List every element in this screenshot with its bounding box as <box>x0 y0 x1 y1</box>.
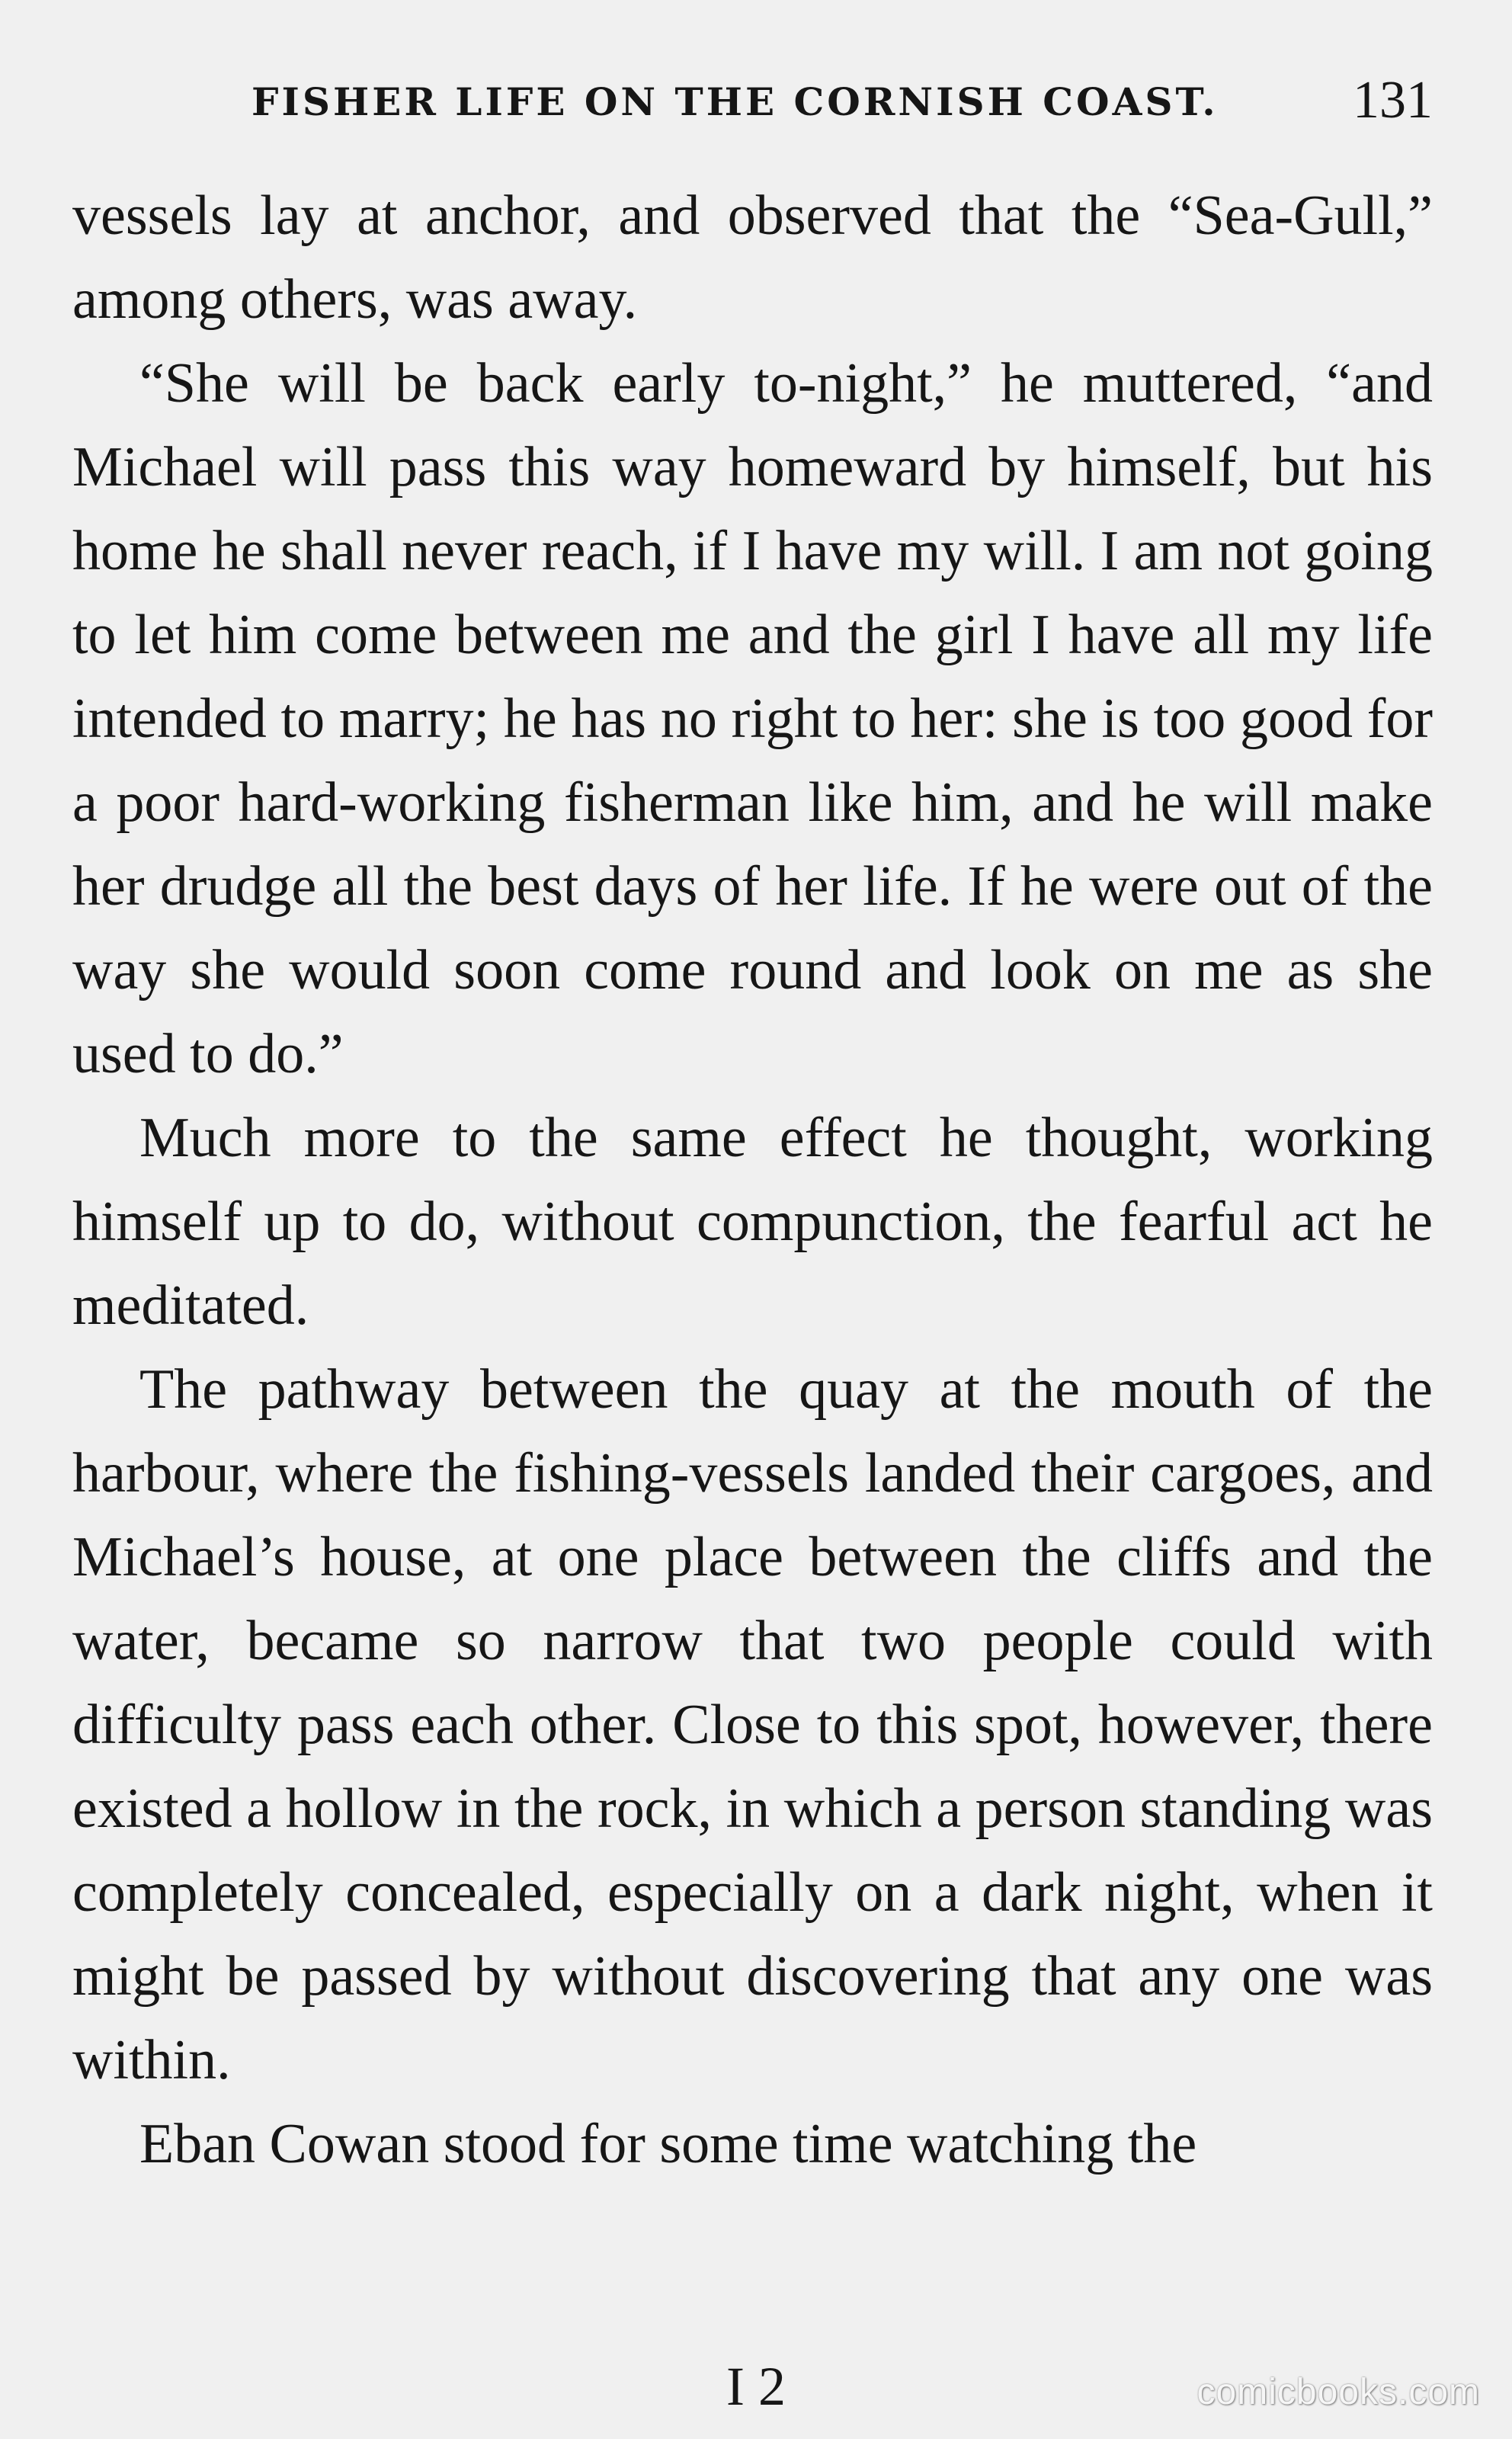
paragraph: The pathway between the quay at the mouth of the harbour, where the fishing-vessels landed their cargoes, and Michael’s house, at one place between the cliffs and the water, became so narrow that two people could with difficulty pass each other. Close to this spot, however, there existed a hollow in the rock, in which a person standing was completely concealed, especially on a dark night, when it might be passed by without discovering that any one was within. <box>72 1358 1433 2091</box>
paragraph: “She will be back early to-night,” he muttered, “and Michael will pass this way homeward by himself, but his home he shall never reach, if I have my will. I am not going to let him come between me and the girl I have all my life intended to marry; he has no right to her: she is too good for a poor hard-working fisherman like him, and he will make her drudge all the best days of her life. If he were out of the way she would soon come round and look on me as she used to do.” <box>72 352 1433 1085</box>
paragraph: Much more to the same effect he thought, working himself up to do, without compunction, the fearful act he meditated. <box>72 1107 1433 1337</box>
running-title: FISHER LIFE ON THE CORNISH COAST. <box>251 79 1219 124</box>
watermark: comicbooks.com <box>1196 2372 1480 2412</box>
running-head <box>251 70 1433 139</box>
signature-mark: I 2 <box>726 2356 786 2417</box>
body-text <box>72 174 1433 2186</box>
paragraph-continued: vessels lay at anchor, and observed that the “Sea-Gull,” among others, was away. <box>72 184 1433 331</box>
paragraph: Eban Cowan stood for some time watching the <box>139 2113 1197 2175</box>
page-number: 131 <box>1353 71 1433 130</box>
